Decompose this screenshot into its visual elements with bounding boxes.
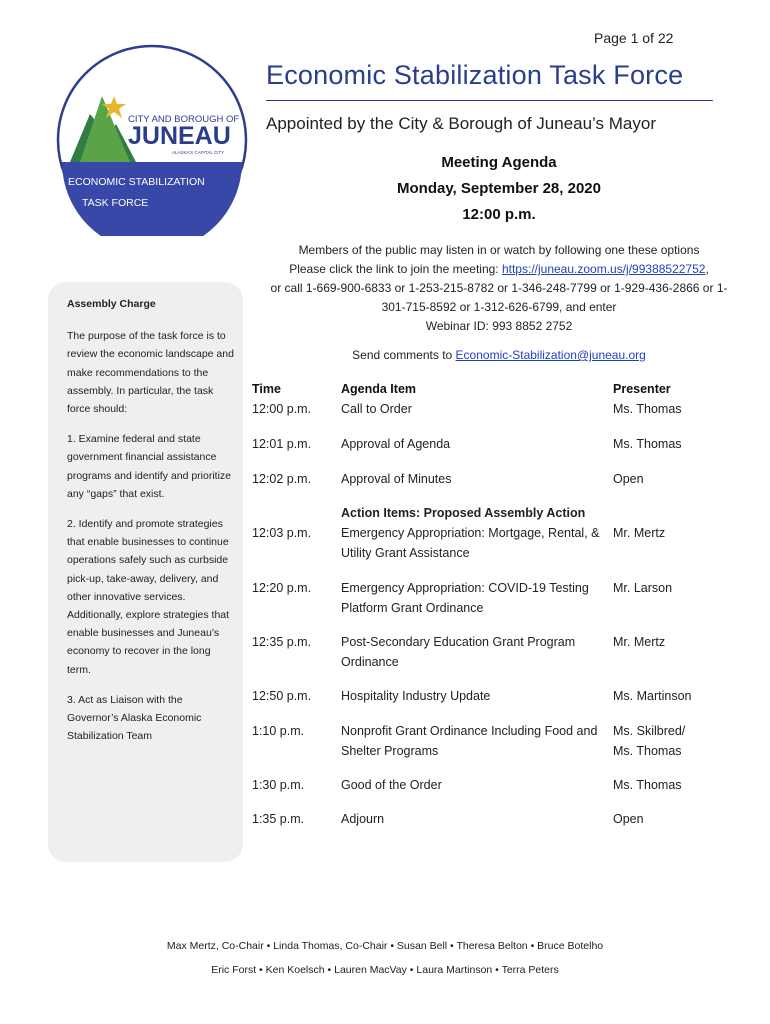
zoom-meeting-link[interactable]: https://juneau.zoom.us/j/99388522752 <box>501 262 706 276</box>
logo-band-line2: TASK FORCE <box>82 197 149 209</box>
agenda-row-item: Good of the Order <box>341 778 442 792</box>
agenda-row-presenter: Open <box>613 472 644 486</box>
agenda-row-item: Nonprofit Grant Ordinance Including Food and Shelter Programs <box>341 724 598 758</box>
logo-tagline: ALASKA’S CAPITAL CITY <box>172 150 225 155</box>
agenda-row-item: Hospitality Industry Update <box>341 689 491 703</box>
webinar-id: Webinar ID: 993 8852 2752 <box>425 319 573 333</box>
agenda-date: Monday, September 28, 2020 <box>397 180 601 197</box>
agenda-row-time: 1:30 p.m. <box>252 778 305 792</box>
public-access-info <box>254 241 744 365</box>
logo-main-text: JUNEAU <box>128 122 231 150</box>
agenda-row-time: 12:50 p.m. <box>252 689 312 703</box>
agenda-row-presenter: Ms. Thomas <box>613 437 682 451</box>
agenda-row-time: 12:00 p.m. <box>252 402 312 416</box>
column-header-time: Time <box>252 382 281 396</box>
column-header-presenter: Presenter <box>613 382 671 396</box>
assembly-charge-content <box>67 295 235 757</box>
info-line-2-prefix: Please click the link to join the meeting: <box>289 262 502 276</box>
agenda-row-item: Approval of Agenda <box>341 437 451 451</box>
agenda-row-presenter: Mr. Mertz <box>613 526 666 540</box>
members-footer-line1: Max Mertz, Co-Chair • Linda Thomas, Co-Chair • Susan Bell • Theresa Belton • Bruce Botelho <box>166 940 604 952</box>
charge-item-1: 1. Examine federal and state government financial assistance programs and identify and prioritize any “gaps” that exist. <box>67 433 232 500</box>
info-line-2-suffix: , <box>705 262 709 276</box>
info-line-4: 301-715-8592 or 1-312-626-6799, and enter <box>381 300 617 314</box>
members-footer-line2: Eric Forst • Ken Koelsch • Lauren MacVay • Laura Martinson • Terra Peters <box>211 964 559 976</box>
agenda-row-item: Approval of Minutes <box>341 472 452 486</box>
page-title: Economic Stabilization Task Force <box>266 60 684 90</box>
agenda-row-item: Adjourn <box>341 812 385 826</box>
info-line-2 <box>254 260 744 279</box>
info-line-1: Members of the public may listen in or watch by following one these options <box>298 243 700 257</box>
column-header-item: Agenda Item <box>341 382 417 396</box>
agenda-row-time: 12:01 p.m. <box>252 437 312 451</box>
agenda-row-item: Emergency Appropriation: COVID-19 Testing Platform Grant Ordinance <box>341 581 589 615</box>
agenda-row-presenter: Ms. Skilbred/ Ms. Thomas <box>613 724 686 758</box>
page-subtitle: Appointed by the City & Borough of Juneau’s Mayor <box>266 114 656 133</box>
agenda-row-presenter: Ms. Martinson <box>613 689 692 703</box>
charge-item-2: 2. Identify and promote strategies that enable businesses to continue operations safely such as curbside pick-up, take-away, delivery, and other innovative services. Additionally, explore strategies that enable businesses and Juneau’s economy to recover in the long term. <box>67 518 230 676</box>
agenda-row-presenter: Mr. Mertz <box>613 635 666 649</box>
agenda-row-time: 12:20 p.m. <box>252 581 312 595</box>
agenda-row-item: Call to Order <box>341 402 412 416</box>
logo-band-line1: ECONOMIC STABILIZATION <box>68 176 205 188</box>
agenda-row-item: Post-Secondary Education Grant Program Ordinance <box>341 635 576 669</box>
agenda-row-presenter: Ms. Thomas <box>613 778 682 792</box>
assembly-charge-heading: Assembly Charge <box>67 298 156 310</box>
info-line-3: or call 1-669-900-6833 or 1-253-215-8782 or 1-346-248-7799 or 1-929-436-2866 or 1- <box>270 281 728 295</box>
charge-purpose: The purpose of the task force is to review the economic landscape and make recommendations to the assembly. In particular, the task force should: <box>67 330 234 416</box>
agenda-row-presenter: Open <box>613 812 644 826</box>
agenda-row-time: 12:02 p.m. <box>252 472 312 486</box>
agenda-row-time: 12:03 p.m. <box>252 526 312 540</box>
comments-email-link[interactable]: Economic-Stabilization@juneau.org <box>455 348 646 362</box>
logo-top-text: CITY AND BOROUGH OF <box>128 114 240 125</box>
comments-prefix: Send comments to <box>352 348 456 362</box>
agenda-row-presenter: Mr. Larson <box>613 581 673 595</box>
agenda-row-presenter: Ms. Thomas <box>613 402 682 416</box>
agenda-row-time: 1:35 p.m. <box>252 812 305 826</box>
action-items-heading: Action Items: Proposed Assembly Action <box>341 506 586 520</box>
title-divider <box>266 100 713 101</box>
task-force-logo <box>56 44 248 236</box>
agenda-row-time: 12:35 p.m. <box>252 635 312 649</box>
agenda-row-time: 1:10 p.m. <box>252 724 305 738</box>
page-indicator: Page 1 of 22 <box>594 30 674 46</box>
charge-item-3: 3. Act as Liaison with the Governor’s Alaska Economic Stabilization Team <box>67 693 202 743</box>
agenda-heading: Meeting Agenda <box>441 154 557 171</box>
agenda-row-item: Emergency Appropriation: Mortgage, Rental, & Utility Grant Assistance <box>341 526 600 560</box>
comments-line <box>254 346 744 365</box>
agenda-time: 12:00 p.m. <box>462 206 536 223</box>
